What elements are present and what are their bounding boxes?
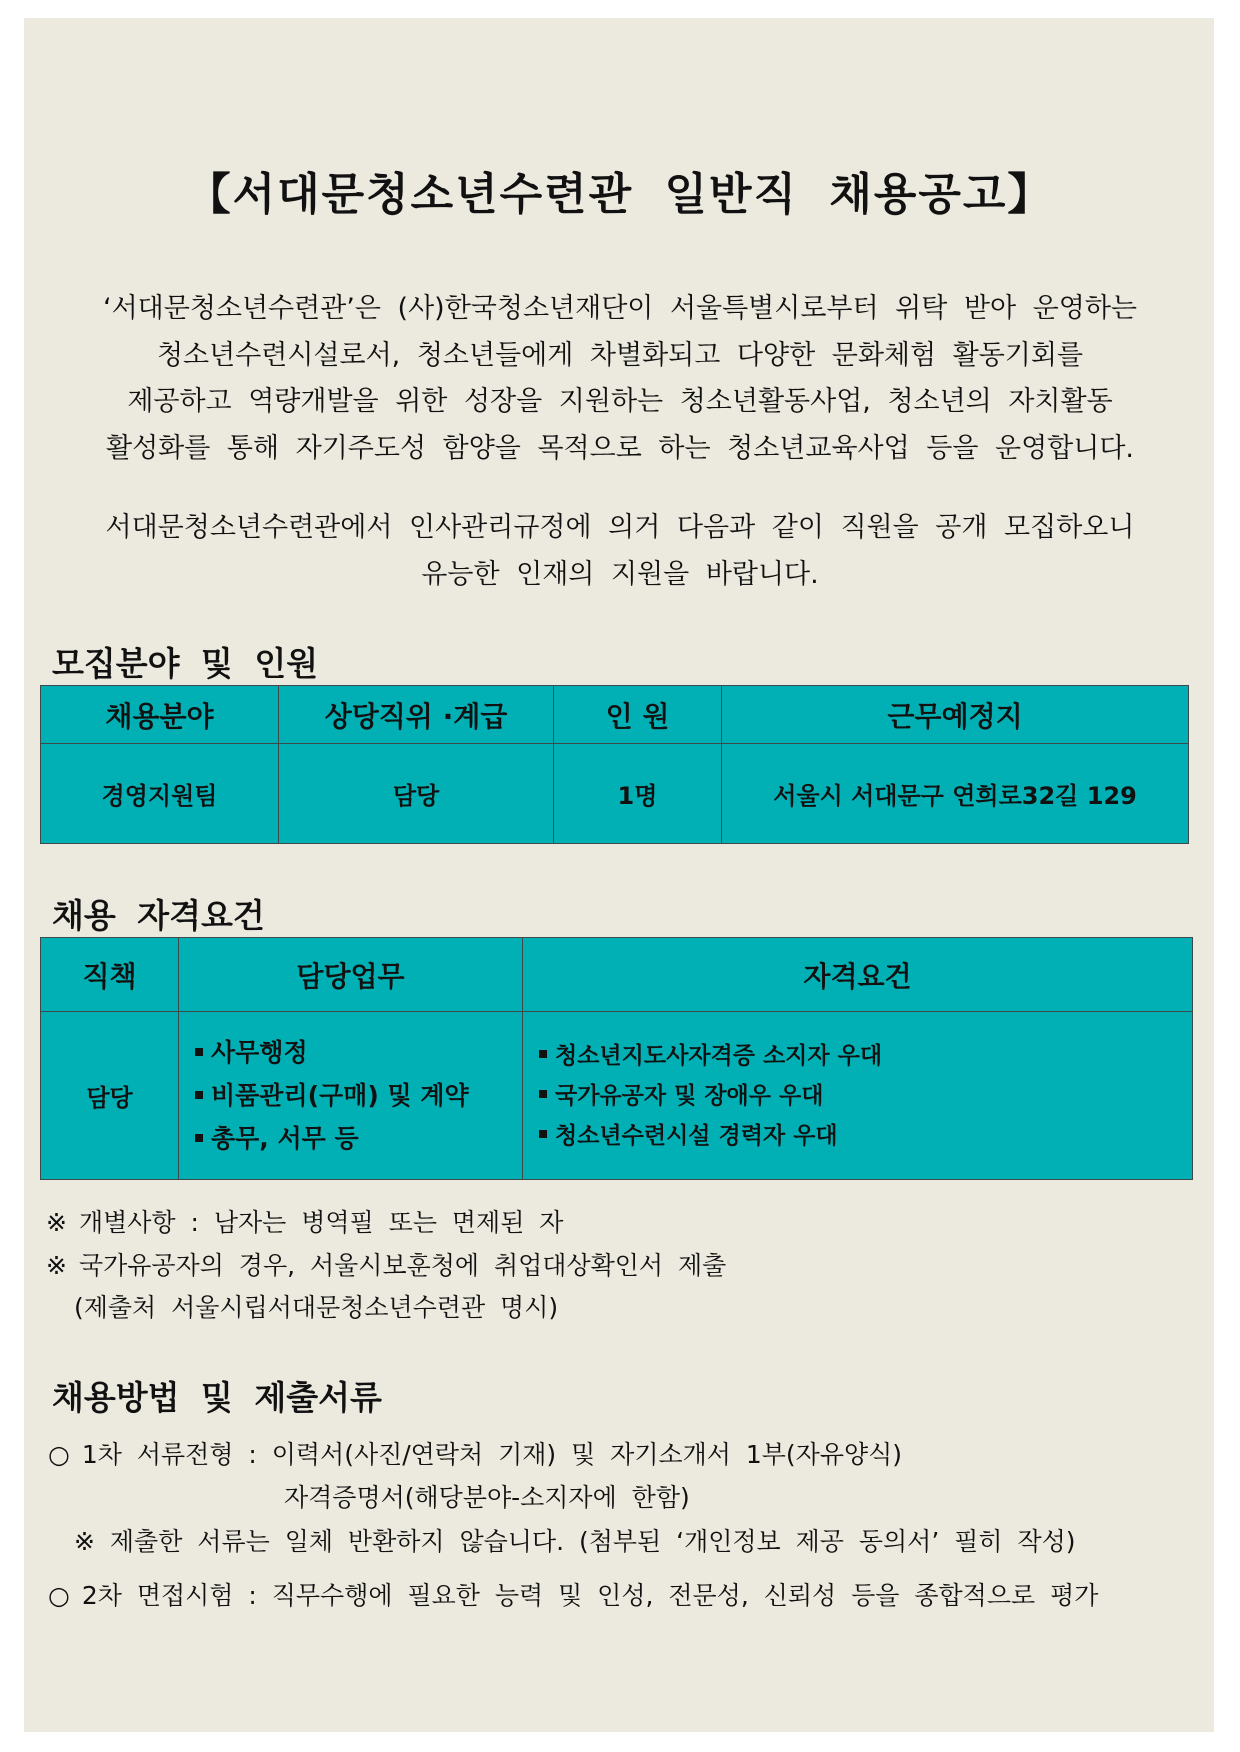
note-line: [46, 1246, 726, 1282]
method-note: ※ 제출한 서류는 일체 반환하지 않습니다. (첨부된 ‘개인정보 제공 동의서’ 필히 작성): [74, 1527, 1076, 1556]
circle-bullet-icon: ○: [48, 1440, 70, 1469]
table-header-row: [41, 938, 1193, 1012]
duty-text: 사무행정: [211, 1038, 308, 1067]
note-line: (제출처 서울시립서대문청소년수련관 명시): [74, 1293, 559, 1322]
step-text: 2차 면접시험 : 직무수행에 필요한 능력 및 인성, 전문성, 신뢰성 등을 종합적으로 평가: [81, 1581, 1099, 1610]
duty-text: 총무, 서무 등: [211, 1124, 359, 1153]
position-cell: 담당: [41, 1012, 179, 1180]
bullet-square-icon: [539, 1090, 547, 1098]
list-item: [539, 1076, 1192, 1116]
duties-cell: [179, 1012, 523, 1180]
requirement-text: 청소년수련시설 경력자 우대: [555, 1122, 838, 1149]
intro-line: 활성화를 통해 자기주도성 함양을 목적으로 하는 청소년교육사업 등을 운영합니다.: [105, 432, 1135, 464]
duty-text: 비품관리(구매) 및 계약: [211, 1081, 469, 1110]
section-heading-qualify: 채용 자격요건: [52, 896, 265, 935]
requirements-list: [523, 1036, 1192, 1156]
reference-mark-icon: ※: [46, 1208, 67, 1237]
intro-line: 유능한 인재의 지원을 바랍니다.: [421, 558, 819, 590]
requirement-text: 국가유공자 및 장애우 우대: [555, 1082, 824, 1109]
requirement-text: 청소년지도사자격증 소지자 우대: [555, 1042, 883, 1069]
table-cell: 경영지원팀: [41, 744, 279, 844]
intro-paragraph-2: [60, 505, 1180, 598]
header-cell: 채용분야: [41, 686, 279, 744]
list-item: [195, 1074, 522, 1117]
header-cell: 상당직위 ·계급: [279, 686, 554, 744]
circle-bullet-icon: ○: [48, 1581, 70, 1610]
table-row: [41, 1012, 1193, 1180]
header-cell: 자격요건: [523, 938, 1193, 1012]
table-header-row: [41, 686, 1189, 744]
document-page: [24, 18, 1214, 1732]
note-line: [46, 1203, 563, 1239]
header-cell: 직책: [41, 938, 179, 1012]
method-step: [48, 1576, 1098, 1612]
recruit-table: [40, 685, 1189, 844]
section-heading-recruit: 모집분야 및 인원: [52, 644, 319, 683]
step-text: 1차 서류전형 : 이력서(사진/연락처 기재) 및 자기소개서 1부(자유양식): [81, 1440, 903, 1469]
header-cell: 인 원: [554, 686, 722, 744]
list-item: [539, 1036, 1192, 1076]
table-row: [41, 744, 1189, 844]
bullet-square-icon: [195, 1134, 203, 1142]
bullet-square-icon: [539, 1130, 547, 1138]
reference-mark-icon: ※: [46, 1251, 67, 1280]
note-text: 국가유공자의 경우, 서울시보훈청에 취업대상확인서 제출: [78, 1251, 727, 1280]
qualify-table: [40, 937, 1193, 1180]
bullet-square-icon: [195, 1091, 203, 1099]
page-title: 【서대문청소년수련관 일반직 채용공고】: [186, 169, 1054, 220]
method-step-continuation: 자격증명서(해당분야-소지자에 한함): [284, 1483, 690, 1512]
table-cell: 담당: [279, 744, 554, 844]
section-heading-method: 채용방법 및 제출서류: [52, 1378, 382, 1417]
intro-paragraph: [60, 286, 1180, 472]
intro-line: 청소년수련시설로서, 청소년들에게 차별화되고 다양한 문화체험 활동기회를: [156, 339, 1084, 371]
requirements-cell: [523, 1012, 1193, 1180]
intro-line: ‘서대문청소년수련관’은 (사)한국청소년재단이 서울특별시로부터 위탁 받아 운영하는: [102, 293, 1137, 324]
list-item: [539, 1116, 1192, 1156]
table-cell: 1명: [554, 744, 722, 844]
intro-line: 서대문청소년수련관에서 인사관리규정에 의거 다음과 같이 직원을 공개 모집하오니: [105, 512, 1135, 543]
list-item: [195, 1031, 522, 1074]
note-text: 개별사항 : 남자는 병역필 또는 면제된 자: [78, 1208, 564, 1237]
header-cell: 담당업무: [179, 938, 523, 1012]
bullet-square-icon: [539, 1050, 547, 1058]
header-cell: 근무예정지: [722, 686, 1189, 744]
intro-line: 제공하고 역량개발을 위한 성장을 지원하는 청소년활동사업, 청소년의 자치활동: [127, 386, 1113, 417]
duties-list: [179, 1031, 522, 1160]
method-step: [48, 1435, 902, 1471]
list-item: [195, 1117, 522, 1160]
table-cell: 서울시 서대문구 연희로32길 129: [722, 744, 1189, 844]
bullet-square-icon: [195, 1048, 203, 1056]
